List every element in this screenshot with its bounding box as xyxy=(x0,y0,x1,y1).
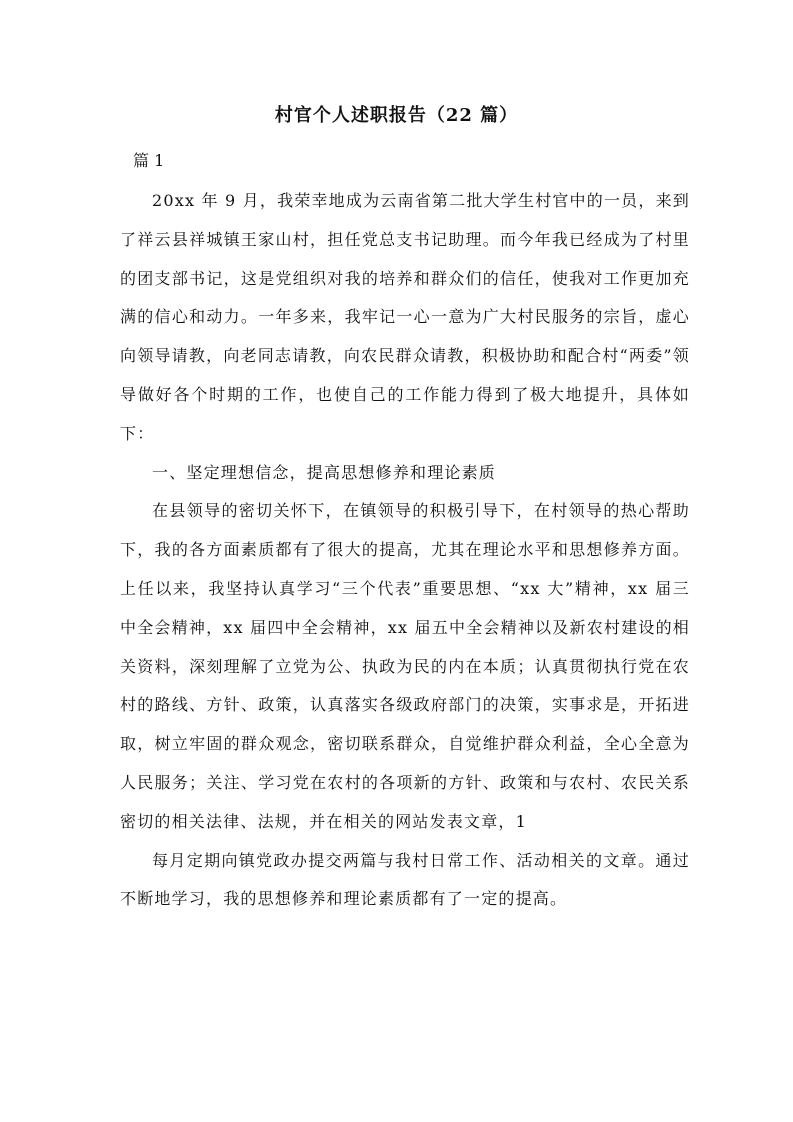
paragraph: 在县领导的密切关怀下，在镇领导的积极引导下，在村领导的热心帮助下，我的各方面素质都有了很大的提高，尤其在理论水平和思想修养方面。上任以来，我坚持认真学习“三个代表”重要思想、“xx 大”精神，xx 届三中全会精神，xx 届四中全会精神，xx 届五中全会精神以及新农村建设的相关资料，深刻理解了立党为公、执政为民的内在本质；认真贯彻执行党在农村的路线、方针、政策，认真落实各级政府部门的决策，实事求是，开拓进取，树立牢固的群众观念，密切联系群众，自觉维护群众利益，全心全意为人民服务；关注、学习党在农村的各项新的方针、政策和与农村、农民关系密切的相关法律、法规，并在相关的网站发表文章，1 xyxy=(120,501,690,831)
document-body xyxy=(120,182,690,919)
section-heading: 一、坚定理想信念，提高思想修养和理论素质 xyxy=(152,462,497,482)
paragraph: 20xx 年 9 月，我荣幸地成为云南省第二批大学生村官中的一员，来到了祥云县祥城镇王家山村，担任党总支书记助理。而今年我已经成为了村里的团支部书记，这是党组织对我的培养和群众们的信任，使我对工作更加充满的信心和动力。一年多来，我牢记一心一意为广大村民服务的宗旨，虚心向领导请教，向老同志请教，向农民群众请教，积极协助和配合村“两委”领导做好各个时期的工作，也使自己的工作能力得到了极大地提升，具体如下： xyxy=(120,191,690,443)
document-title: 村官个人述职报告（22 篇） xyxy=(274,105,519,126)
section-label: 篇 1 xyxy=(133,151,165,170)
paragraph: 每月定期向镇党政办提交两篇与我村日常工作、活动相关的文章。通过不断地学习，我的思想修养和理论素质都有了一定的提高。 xyxy=(120,850,690,909)
